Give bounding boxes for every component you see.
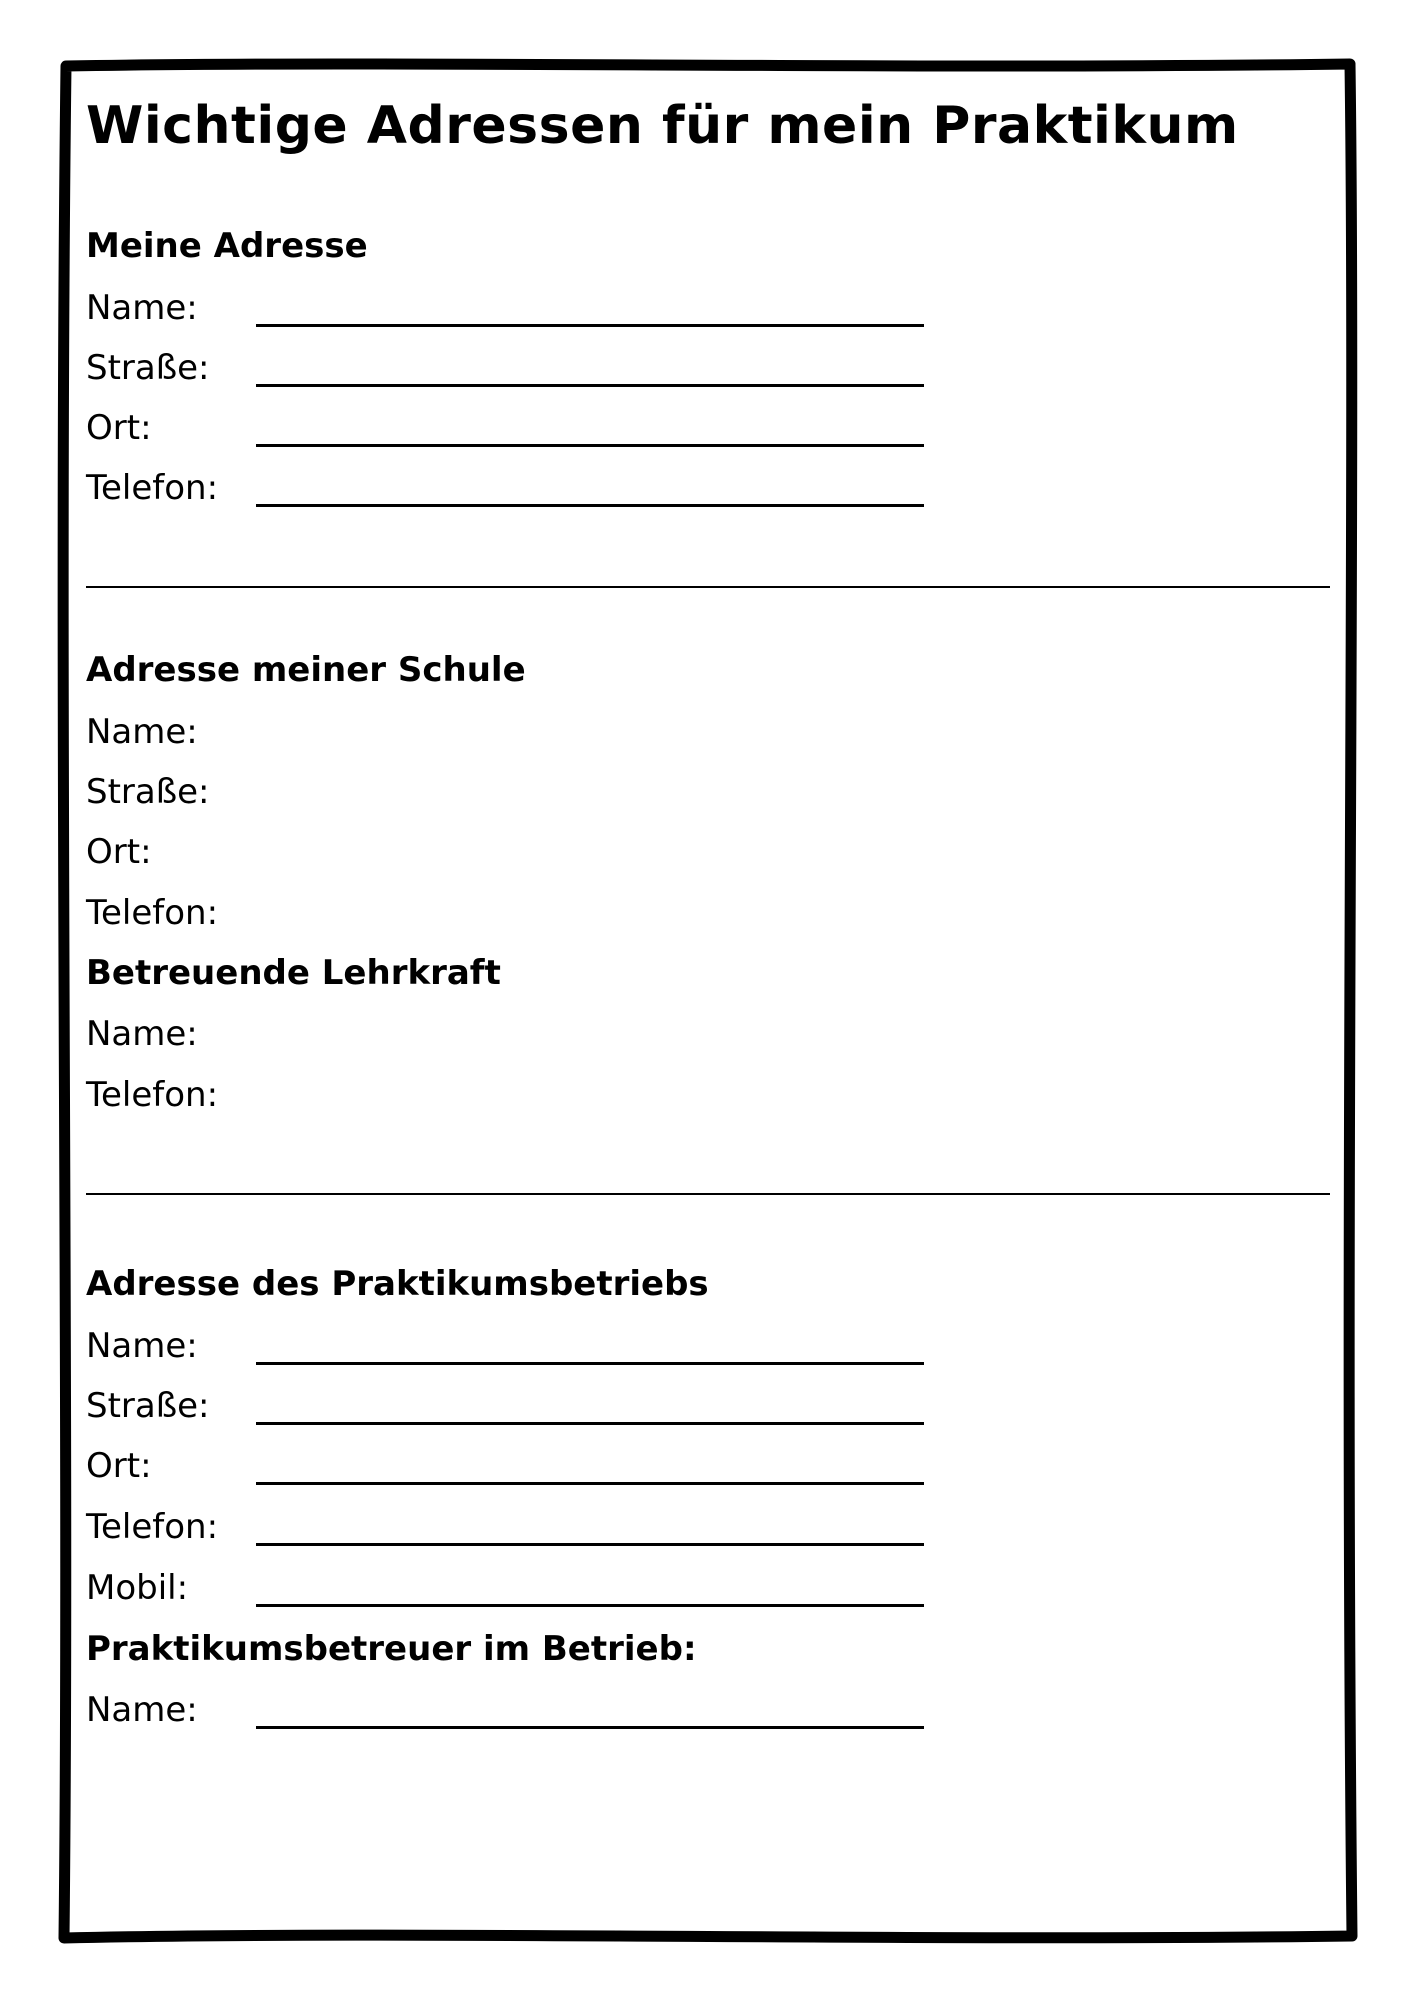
label-company-city: Ort: xyxy=(86,1446,152,1486)
input-line-own-name[interactable] xyxy=(256,324,924,327)
input-line-own-city[interactable] xyxy=(256,444,924,447)
label-school-city: Ort: xyxy=(86,832,152,872)
section-divider-1 xyxy=(86,586,1330,588)
label-own-name: Name: xyxy=(86,288,198,328)
label-company-mobile: Mobil: xyxy=(86,1568,189,1608)
label-own-city: Ort: xyxy=(86,408,152,448)
page-title: Wichtige Adressen für mein Praktikum xyxy=(86,96,1239,156)
heading-company-address: Adresse des Praktikumsbetriebs xyxy=(86,1264,709,1304)
label-school-street: Straße: xyxy=(86,772,210,812)
label-company-phone: Telefon: xyxy=(86,1507,219,1547)
input-line-own-phone[interactable] xyxy=(256,504,924,507)
label-own-street: Straße: xyxy=(86,348,210,388)
label-company-name: Name: xyxy=(86,1326,198,1366)
input-line-supervisor-name[interactable] xyxy=(256,1726,924,1729)
input-line-company-city[interactable] xyxy=(256,1482,924,1485)
input-line-company-name[interactable] xyxy=(256,1362,924,1365)
label-supervisor-name: Name: xyxy=(86,1690,198,1730)
label-school-phone: Telefon: xyxy=(86,893,219,933)
input-line-company-phone[interactable] xyxy=(256,1543,924,1546)
heading-own-address: Meine Adresse xyxy=(86,226,368,266)
heading-supervisor: Praktikumsbetreuer im Betrieb: xyxy=(86,1629,697,1669)
input-line-company-street[interactable] xyxy=(256,1422,924,1425)
section-divider-2 xyxy=(86,1193,1330,1195)
label-school-name: Name: xyxy=(86,712,198,752)
label-teacher-name: Name: xyxy=(86,1014,198,1054)
label-company-street: Straße: xyxy=(86,1386,210,1426)
label-teacher-phone: Telefon: xyxy=(86,1075,219,1115)
heading-school-address: Adresse meiner Schule xyxy=(86,650,526,690)
input-line-company-mobile[interactable] xyxy=(256,1604,924,1607)
label-own-phone: Telefon: xyxy=(86,468,219,508)
input-line-own-street[interactable] xyxy=(256,384,924,387)
heading-teacher: Betreuende Lehrkraft xyxy=(86,953,501,993)
